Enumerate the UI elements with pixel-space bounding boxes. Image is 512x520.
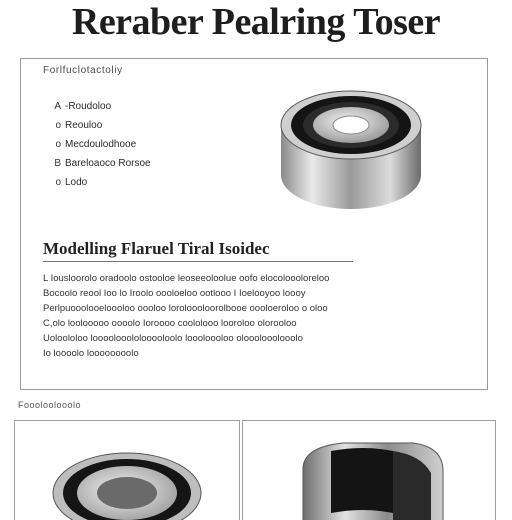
spec-item-text: Lodo	[65, 177, 88, 188]
bearing-front-illustration	[15, 421, 240, 520]
bearing-photo-front	[14, 420, 240, 520]
body-line: Perlpuooolooeloooloo oooloo loroloooloorolbooe oooloeroloo o oloo	[43, 303, 328, 314]
spec-item-marker: B	[54, 158, 61, 169]
spec-panel-heading: Forlfuclotactoliy	[43, 65, 123, 76]
body-line: L Iousloorolo oradoolo ostooloe leoseeoloolue oofo elocoloooloreloo	[43, 273, 330, 284]
spec-item	[45, 97, 151, 116]
spec-item-text: -Roudoloo	[65, 101, 112, 112]
body-line: Bocoolo reool Ioo lo Iroolo oooloeloo ootlooo I Ioelooyoo loooy	[43, 288, 306, 299]
spec-item	[45, 135, 151, 154]
bearing-illustration	[276, 83, 426, 213]
spec-item-text: Reouloo	[65, 120, 103, 131]
bearing-photo-side	[242, 420, 496, 520]
spec-item	[45, 154, 151, 173]
bearing-side-illustration	[243, 421, 496, 520]
page-title: Reraber Pealring Toser	[71, 1, 441, 43]
spec-item-marker: o	[55, 139, 61, 150]
spec-item-text: Bareloaoco Rorsoe	[65, 158, 151, 169]
body-line: Io loooolo loooooooolo	[43, 348, 139, 359]
figure-caption: Foooloolooolo	[18, 400, 82, 410]
spec-item	[45, 116, 151, 135]
body-text	[43, 271, 463, 361]
spec-item-marker: o	[55, 120, 61, 131]
spec-item	[45, 173, 151, 192]
spec-list	[45, 97, 151, 192]
spec-panel	[20, 58, 488, 390]
body-line: C,olo loolooooo oooolo Ioroooo coololooo looroloo olorooloo	[43, 318, 297, 329]
section-heading: Modelling Flaruel Tiral Isoidec	[43, 237, 353, 262]
spec-item-text: Mecdoulodhooe	[65, 139, 137, 150]
spec-item-marker: A	[54, 101, 61, 112]
spec-item-marker: o	[55, 177, 61, 188]
body-line: Uoloololoo loooolooololooooloolo loooloooloo olooolooolooolo	[43, 333, 303, 344]
